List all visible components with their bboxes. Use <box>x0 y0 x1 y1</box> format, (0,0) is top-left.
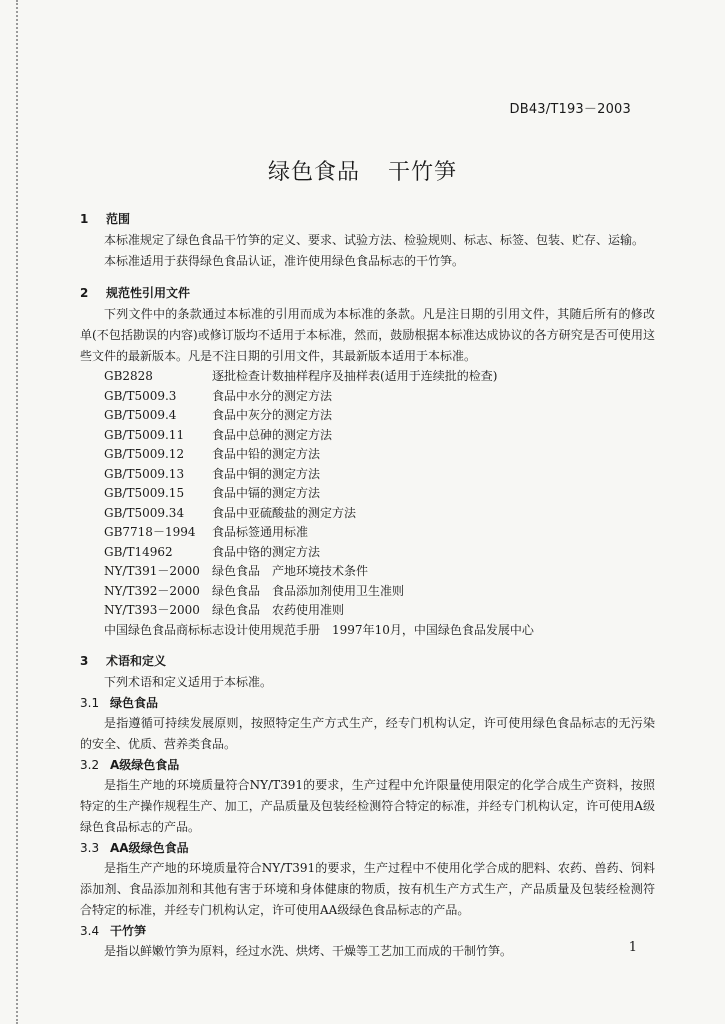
page-number: 1 <box>628 940 637 955</box>
term-3-1-definition: 是指遵循可持续发展原则，按照特定生产方式生产，经专门机构认定，许可使用绿色食品标志的无污染的安全、优质、营养类食品。 <box>80 716 655 751</box>
reference-item: GB/T5009.12 食品中铅的测定方法 <box>104 447 321 461</box>
section-3-intro: 下列术语和定义适用于本标准。 <box>104 675 273 689</box>
reference-item: 中国绿色食品商标标志设计使用规范手册 1997年10月，中国绿色食品发展中心 <box>104 622 534 637</box>
section-1-paragraph-1: 本标准规定了绿色食品干竹笋的定义、要求、试验方法、检验规则、标志、标签、包装、贮存、运输。 <box>104 233 645 247</box>
title-part-2: 干竹笋 <box>388 160 458 185</box>
term-3-2-definition: 是指生产地的环境质量符合NY/T391的要求，生产过程中允许限量使用限定的化学合成生产资料，按照特定的生产操作规程生产、加工，产品质量及包装经检测符合特定的标准，并经专门机构认定，许可使用A级绿色食品标志的产品。 <box>80 778 655 834</box>
section-number: 2 <box>80 286 89 300</box>
term-3-3-heading: 3.3 AA级绿色食品 <box>80 841 189 855</box>
section-number: 1 <box>80 212 89 226</box>
reference-item: NY/T392－2000 绿色食品 食品添加剂使用卫生准则 <box>104 583 405 598</box>
section-1-paragraph-2: 本标准适用于获得绿色食品认证，准许使用绿色食品标志的干竹笋。 <box>104 254 465 268</box>
term-3-4-definition: 是指以鲜嫩竹笋为原料，经过水洗、烘烤、干燥等工艺加工而成的干制竹笋。 <box>104 944 513 958</box>
reference-item: GB7718－1994 食品标签通用标准 <box>104 525 309 539</box>
section-title: 范围 <box>106 212 131 226</box>
reference-item: GB/T5009.15 食品中镉的测定方法 <box>104 486 321 500</box>
reference-item: NY/T393－2000 绿色食品 农药使用准则 <box>104 603 345 617</box>
section-1-heading <box>80 208 655 230</box>
section-3-heading <box>80 650 655 672</box>
standard-code: DB43/T193－2003 <box>509 102 631 117</box>
section-2-intro: 下列文件中的条款通过本标准的引用而成为本标准的条款。凡是注日期的引用文件，其随后所有的修改单(不包括勘误的内容)或修订版均不适用于本标准，然而，鼓励根据本标准达成协议的各方研究是否可使用这些文件的最新版本。凡是不注日期的引用文件，其最新版本适用于本标准。 <box>80 307 655 363</box>
reference-item: GB/T5009.11 食品中总砷的测定方法 <box>104 427 333 442</box>
reference-item: GB/T5009.13 食品中铜的测定方法 <box>104 466 321 481</box>
reference-item: GB2828 逐批检查计数抽样程序及抽样表(适用于连续批的检查) <box>104 369 498 383</box>
term-3-3-definition: 是指生产产地的环境质量符合NY/T391的要求，生产过程中不使用化学合成的肥料、农药、兽药、饲料添加剂、食品添加剂和其他有害于环境和身体健康的物质，按有机生产方式生产，产品质量及包装经检测符合特定的标准，并经专门机构认定，许可使用AA级绿色食品标志的产品。 <box>80 861 655 917</box>
reference-item: GB/T14962 食品中铬的测定方法 <box>104 544 321 559</box>
reference-list <box>80 367 655 640</box>
reference-item: GB/T5009.4 食品中灰分的测定方法 <box>104 408 333 422</box>
section-title: 术语和定义 <box>106 654 167 668</box>
reference-item: GB/T5009.3 食品中水分的测定方法 <box>104 388 333 403</box>
term-3-4-heading: 3.4 干竹笋 <box>80 924 147 938</box>
term-3-2-heading: 3.2 A级绿色食品 <box>80 758 180 772</box>
reference-item: NY/T391－2000 绿色食品 产地环境技术条件 <box>104 564 369 578</box>
term-3-1-heading: 3.1 绿色食品 <box>80 696 159 710</box>
document-body <box>80 208 655 962</box>
reference-item: GB/T5009.34 食品中亚硫酸盐的测定方法 <box>104 505 357 520</box>
binding-edge <box>16 0 18 1024</box>
section-number: 3 <box>80 654 89 668</box>
section-title: 规范性引用文件 <box>106 286 191 300</box>
document-title <box>0 155 725 186</box>
section-2-heading <box>80 282 655 304</box>
title-part-1: 绿色食品 <box>267 160 360 185</box>
